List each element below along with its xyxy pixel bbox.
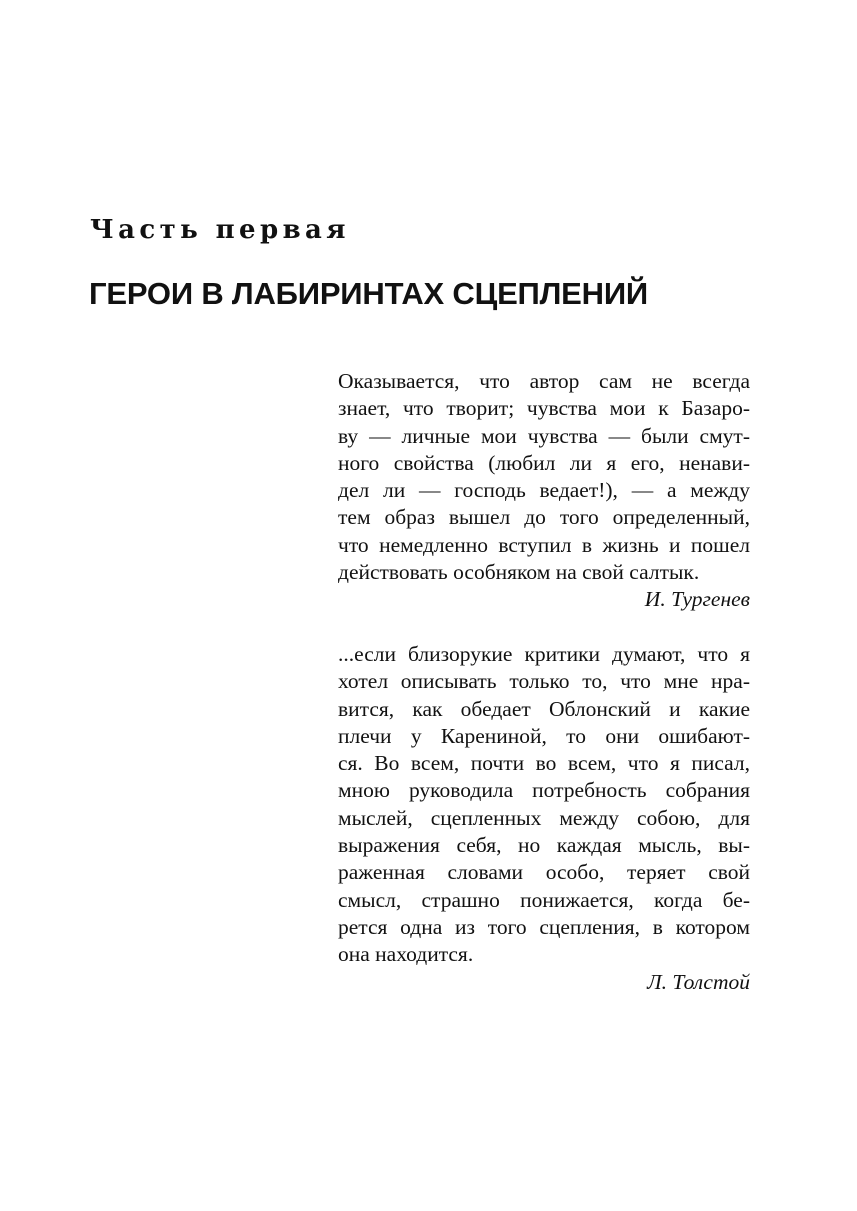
epigraph-line: Оказывается, что автор сам не всегда <box>338 369 750 393</box>
part-title: ГЕРОИ В ЛАБИРИНТАХ СЦЕПЛЕНИЙ <box>89 276 648 311</box>
epigraph-line: тем образ вышел до того определенный, <box>338 505 750 530</box>
epigraph-line: ся. Во всем, почти во всем, что я писал, <box>338 751 750 776</box>
epigraph-line: смысл, страшно понижается, когда бе- <box>338 887 750 912</box>
epigraph-line: вится, как обедает Облонский и какие <box>338 696 750 721</box>
epigraph-line: мыслей, сцепленных между собою, для <box>338 805 750 830</box>
epigraph-line: ного свойства (любил ли я его, ненави- <box>338 450 750 475</box>
epigraph-line: ву — личные мои чувства — были смут- <box>338 423 750 448</box>
epigraph-line: она находится. <box>338 942 474 967</box>
epigraph-turgenev <box>338 368 750 614</box>
epigraph-line: мною руководила потребность собрания <box>338 778 750 803</box>
epigraph-line: раженная словами особо, теряет свой <box>338 860 750 885</box>
part-label: Часть первая <box>90 215 350 245</box>
epigraph-author: И. Тургенев <box>644 587 750 612</box>
epigraph-author: Л. Толстой <box>647 969 750 994</box>
epigraph-line: плечи у Карениной, то они ошибают- <box>338 723 750 748</box>
epigraph-line: выражения себя, но каждая мысль, вы- <box>338 833 750 858</box>
epigraph-tolstoy <box>338 641 750 996</box>
epigraph-line: действовать особняком на свой салтык. <box>338 560 700 585</box>
epigraph-line: дел ли — господь ведает!), — а между <box>338 478 750 503</box>
epigraph-line: ...если близорукие критики думают, что я <box>338 642 750 666</box>
epigraph-line: что немедленно вступил в жизнь и пошел <box>338 532 750 557</box>
epigraph-line: знает, что творит; чувства мои к Базаро- <box>338 396 750 421</box>
epigraph-line: рется одна из того сцепления, в котором <box>338 914 750 939</box>
epigraph-line: хотел описывать только то, что мне нра- <box>338 669 750 694</box>
